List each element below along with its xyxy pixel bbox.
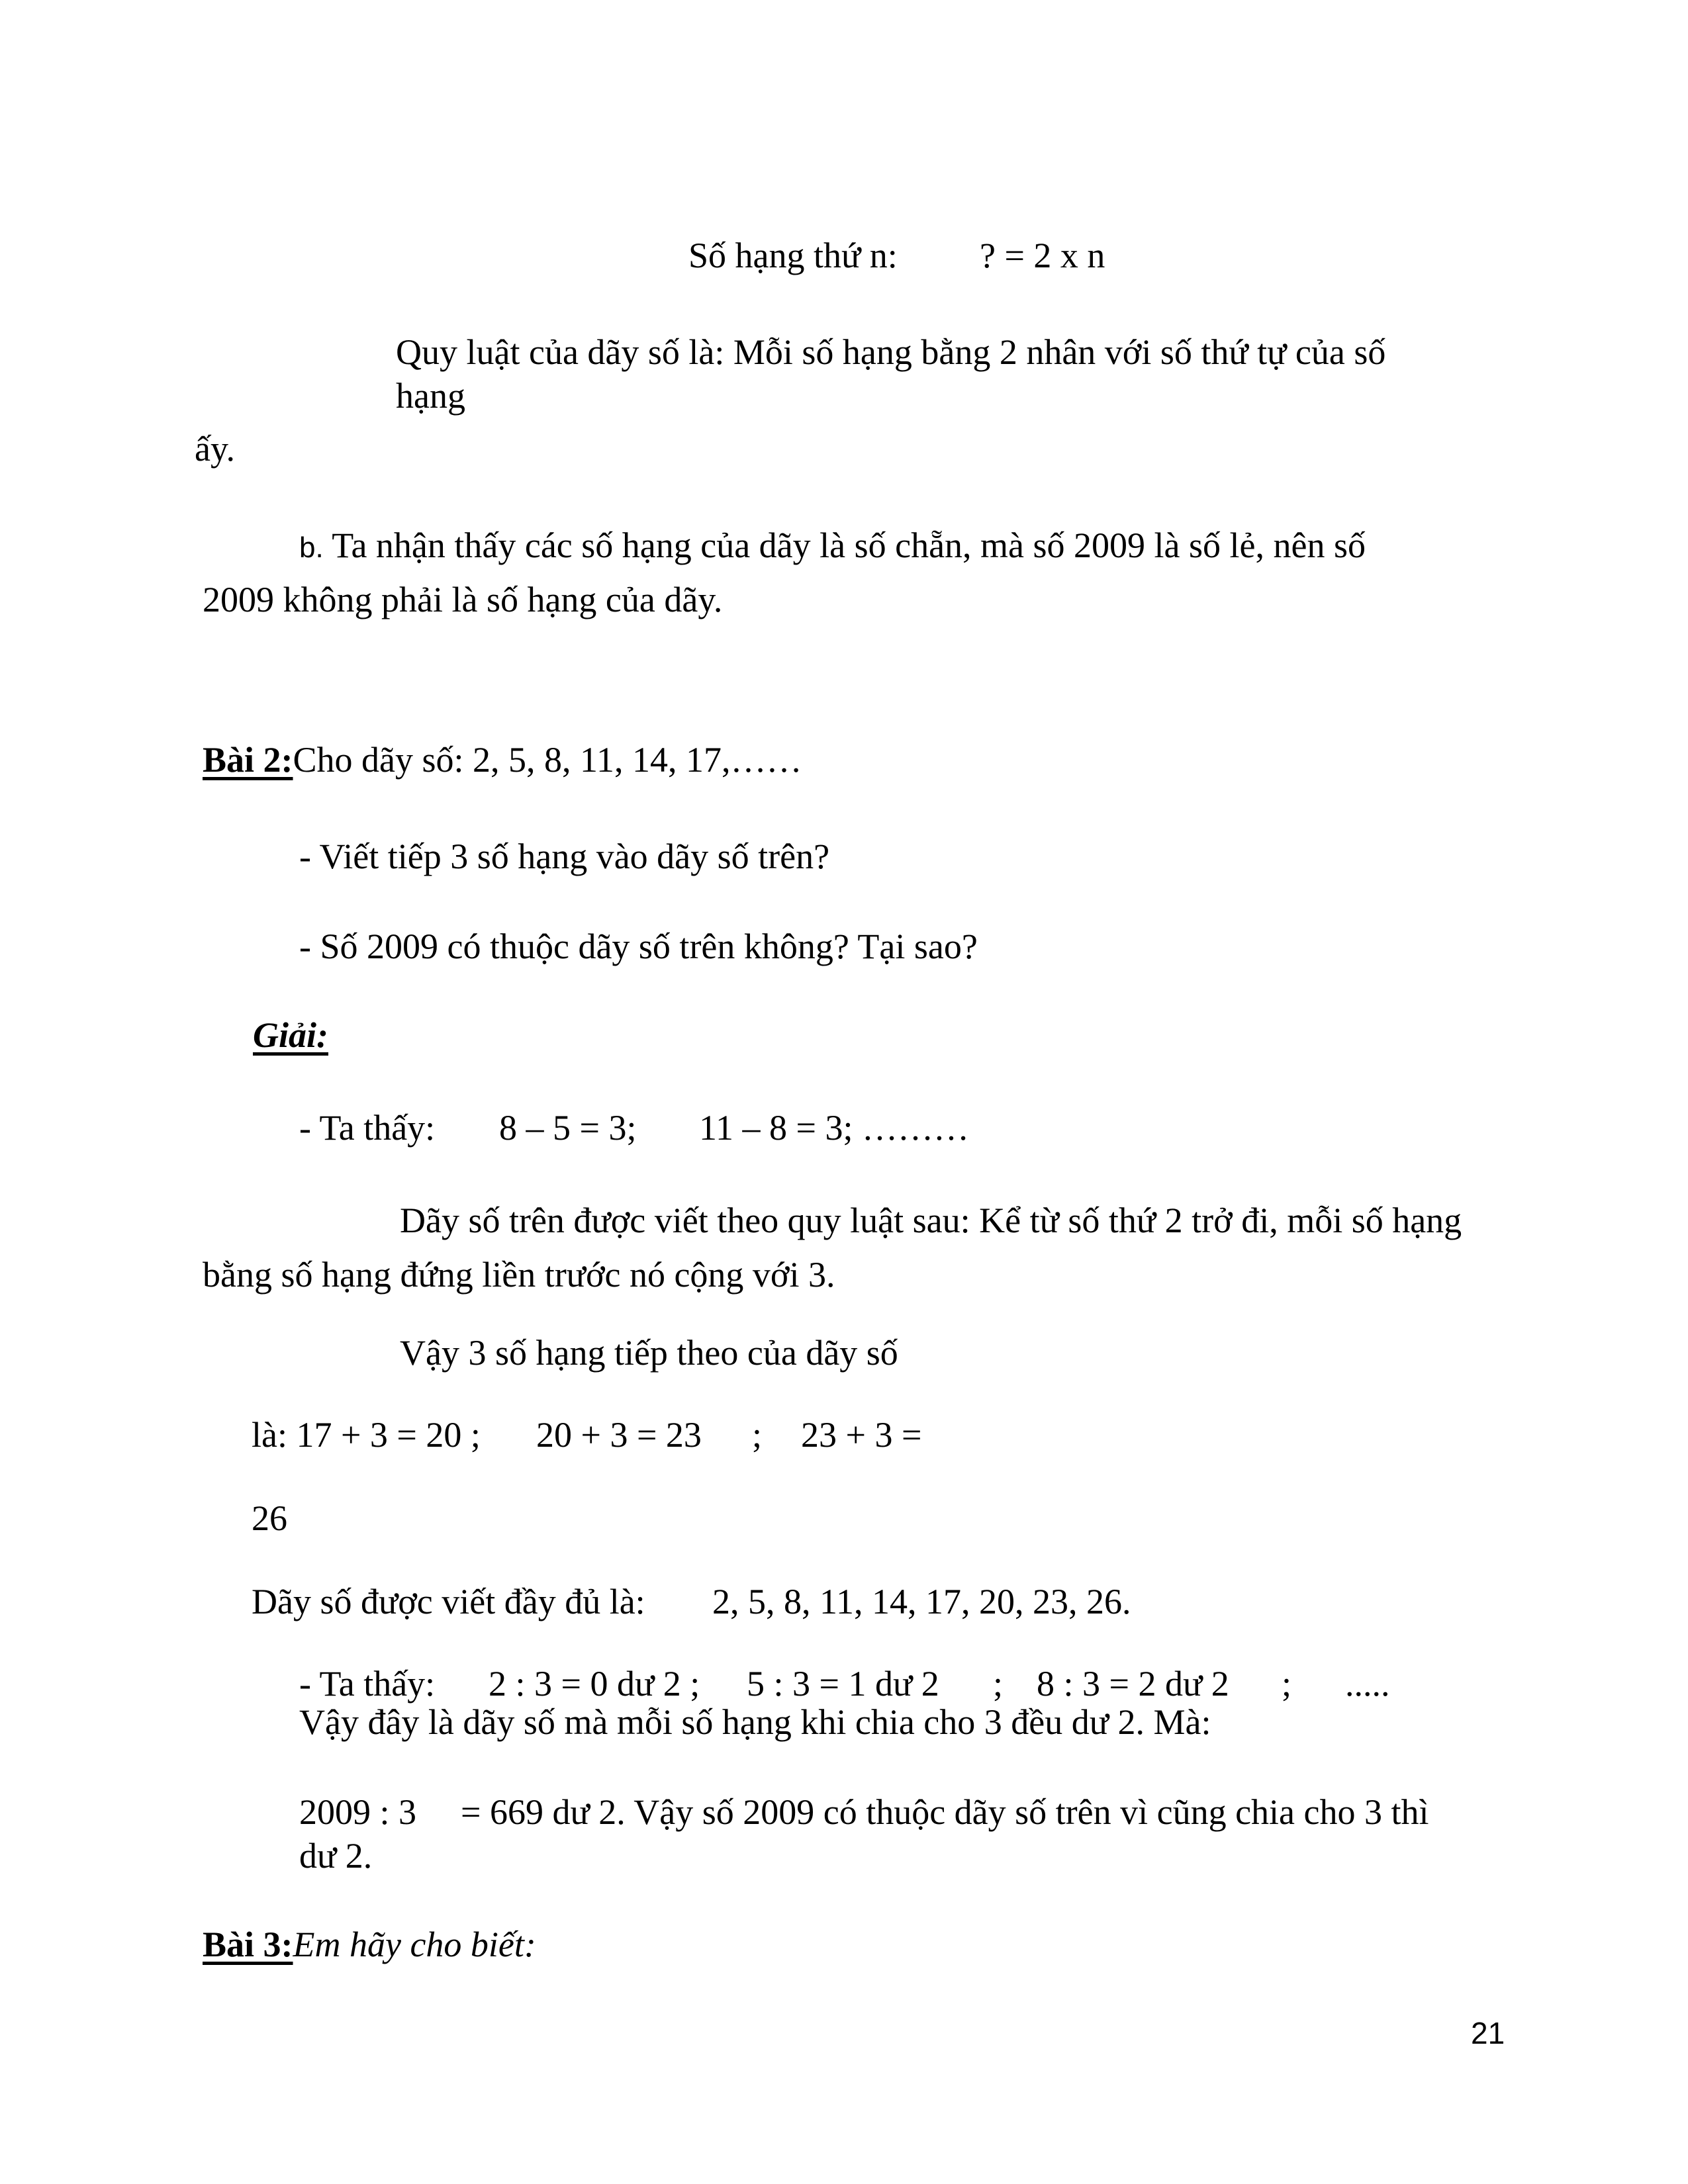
exercise-3-label: Bài 3: [203, 1925, 293, 1964]
observation-2-eq1: 2 : 3 = 0 dư 2 ; [489, 1664, 700, 1704]
observation-1-eq2: 11 – 8 = 3; ……… [699, 1108, 969, 1148]
observation-2-label: - Ta thấy: [299, 1664, 436, 1704]
next-term-3-result: 26 [252, 1498, 287, 1538]
next-term-2: 20 + 3 = 23 [536, 1415, 702, 1455]
exercise-2-heading [203, 739, 802, 781]
next-term-1: là: 17 + 3 = 20 ; [252, 1415, 481, 1455]
next-terms-intro: Vậy 3 số hạng tiếp theo của dãy số [400, 1333, 898, 1373]
question-1: - Viết tiếp 3 số hạng vào dãy số trên? [299, 837, 830, 876]
remainder-conclusion: Vậy đây là dãy số mà mỗi số hạng khi chia cho 3 đều dư 2. Mà: [299, 1702, 1211, 1742]
exercise-2-label: Bài 2: [203, 740, 293, 780]
exercise-2-text: Cho dãy số: 2, 5, 8, 11, 14, 17,…… [293, 740, 802, 780]
full-sequence: 2, 5, 8, 11, 14, 17, 20, 23, 26. [712, 1582, 1131, 1621]
part-b-paragraph-cont: 2009 không phải là số hạng của dãy. [203, 580, 723, 619]
rule-statement-cont: hạng [396, 376, 465, 416]
rule-statement-end: ấy. [195, 429, 235, 469]
final-conclusion: = 669 dư 2. Vậy số 2009 có thuộc dãy số trên vì cũng chia cho 3 thì [461, 1792, 1429, 1832]
nth-term-label: Số hạng thứ n: [688, 236, 898, 275]
observation-1-label: - Ta thấy: [299, 1108, 436, 1148]
sequence-rule-cont: bằng số hạng đứng liền trước nó cộng với 3. [203, 1255, 835, 1295]
next-term-3: 23 + 3 = [801, 1415, 922, 1455]
part-b-marker: b. [299, 531, 324, 564]
observation-2-sep2: ; [1282, 1664, 1292, 1704]
next-term-separator: ; [752, 1415, 763, 1455]
observation-2-eq2: 5 : 3 = 1 dư 2 [747, 1664, 939, 1704]
division-2009: 2009 : 3 [299, 1792, 417, 1832]
sequence-rule: Dãy số trên được viết theo quy luật sau: Kể từ số thứ 2 trở đi, mỗi số hạng [400, 1201, 1462, 1240]
part-b-text: Ta nhận thấy các số hạng của dãy là số chẵn, mà số 2009 là số lẻ, nên số [323, 525, 1366, 565]
observation-2-eq3: 8 : 3 = 2 dư 2 [1037, 1664, 1229, 1704]
part-b-paragraph [299, 524, 1366, 569]
exercise-3-heading [203, 1923, 536, 1966]
observation-2-ellipsis: ..... [1345, 1664, 1390, 1704]
page-number: 21 [1471, 2016, 1505, 2050]
rule-statement: Quy luật của dãy số là: Mỗi số hạng bằng 2 nhân với số thứ tự của số [396, 332, 1386, 372]
full-sequence-label: Dãy số được viết đầy đủ là: [252, 1582, 645, 1621]
observation-1-eq1: 8 – 5 = 3; [499, 1108, 637, 1148]
solution-heading: Giải: [253, 1015, 328, 1055]
nth-term-formula: ? = 2 x n [980, 236, 1105, 275]
observation-2-sep1: ; [993, 1664, 1004, 1704]
exercise-3-text: Em hãy cho biết: [293, 1925, 536, 1964]
question-2: - Số 2009 có thuộc dãy số trên không? Tại sao? [299, 927, 978, 966]
final-conclusion-cont: dư 2. [299, 1836, 373, 1876]
